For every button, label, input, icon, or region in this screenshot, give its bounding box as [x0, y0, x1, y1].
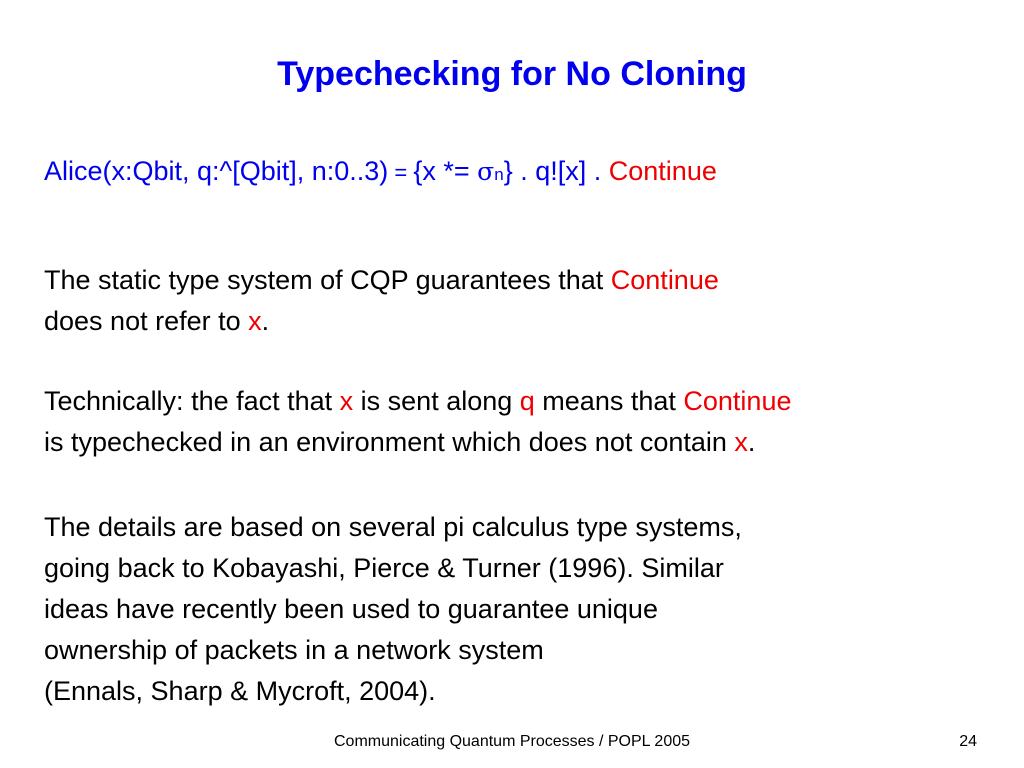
- send-action: } . q![x] .: [503, 156, 609, 186]
- continue-keyword: Continue: [683, 386, 792, 416]
- footer-text: Communicating Quantum Processes / POPL 2005: [333, 733, 691, 750]
- variable-q: q: [519, 386, 535, 416]
- process-signature: Alice(x:Qbit, q:^[Qbit], n:0..3): [44, 156, 389, 186]
- paragraph-line: [44, 260, 1004, 301]
- paragraph-line: The details are based on several pi calculus type systems,: [44, 512, 742, 542]
- paragraph-line: [44, 301, 1004, 342]
- continue-keyword: Continue: [610, 265, 719, 295]
- page-number: 24: [959, 733, 977, 750]
- paragraph-line: going back to Kobayashi, Pierce & Turner (1996). Similar: [44, 553, 724, 583]
- sigma-subscript: n: [494, 165, 504, 184]
- paragraph-technically: [44, 381, 1004, 463]
- equals-sign: =: [388, 160, 414, 185]
- text-run: is typechecked in an environment which does not contain: [44, 427, 735, 457]
- variable-x: x: [248, 306, 262, 336]
- sigma-symbol: σ: [477, 157, 495, 186]
- paragraph-line: (Ennals, Sharp & Mycroft, 2004).: [44, 676, 436, 706]
- paragraph-line: ownership of packets in a network system: [44, 635, 544, 665]
- paragraph-line: [44, 381, 1004, 422]
- paragraph-line: ideas have recently been used to guarantee unique: [44, 594, 658, 624]
- process-definition: [44, 153, 717, 193]
- text-run: is sent along: [353, 386, 520, 416]
- text-run: means that: [534, 386, 684, 416]
- slide-title: Typechecking for No Cloning: [277, 55, 747, 93]
- continue-keyword: Continue: [608, 156, 717, 186]
- text-run: does not refer to: [44, 306, 249, 336]
- paragraph-line: [44, 422, 1004, 463]
- paragraph-details: [44, 507, 1004, 712]
- measurement-open: {x *=: [413, 156, 478, 186]
- paragraph-static-type: [44, 260, 1004, 342]
- variable-x: x: [734, 427, 748, 457]
- text-run: .: [747, 427, 756, 457]
- text-run: .: [261, 306, 270, 336]
- variable-x: x: [339, 386, 354, 416]
- text-run: The static type system of CQP guarantees that: [44, 265, 611, 295]
- text-run: Technically: the fact that: [44, 386, 340, 416]
